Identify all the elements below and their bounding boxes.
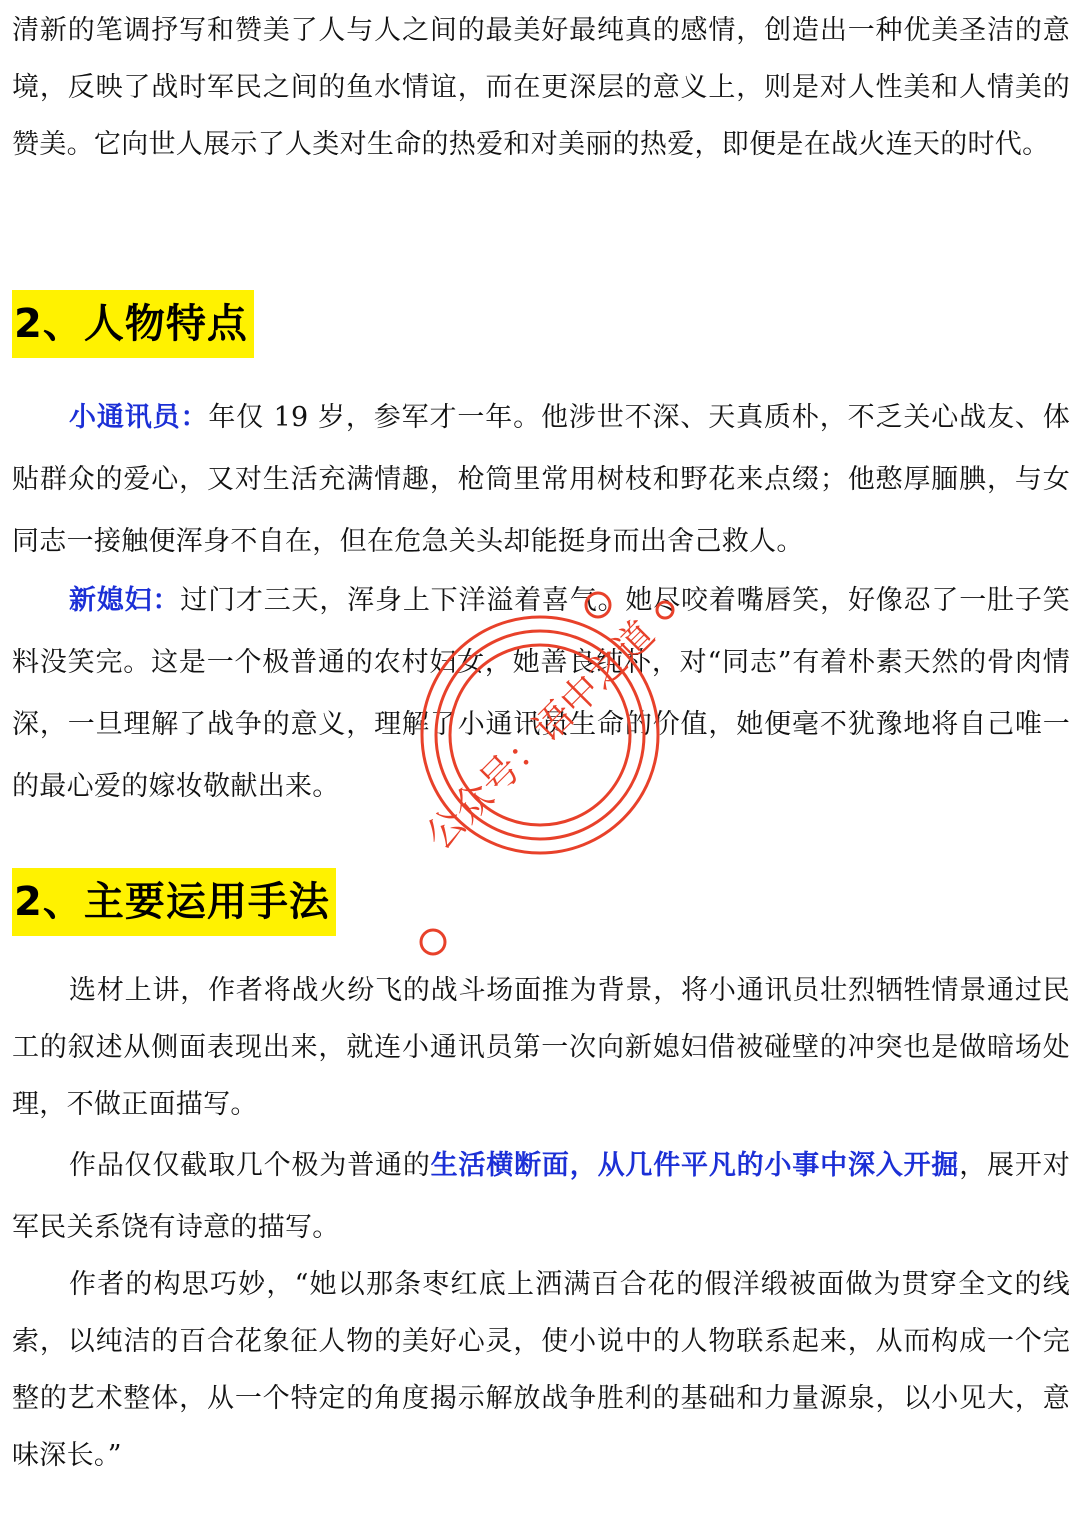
stamp-dot-right: [657, 602, 673, 618]
stamp-dot-top-right: [586, 593, 610, 617]
watermark-text: 公众号：语中之道: [416, 611, 664, 859]
character-label-xiaotongxunyuan: 小通讯员：: [69, 402, 209, 433]
character-label-xinxifu: 新媳妇：: [69, 585, 181, 616]
technique-paragraph-cross-section: [12, 1135, 1070, 1259]
technique-text-before: 作品仅仅截取几个极为普通的: [69, 1150, 431, 1181]
technique-text-after: ，展开对军民关系饶有诗意的描写。: [12, 1150, 1070, 1243]
section-heading-characters: 2、人物特点: [12, 290, 254, 358]
technique-highlight: 生活横断面，从几件平凡的小事中深入开掘: [430, 1150, 960, 1181]
stamp-dot-bottom: [421, 930, 445, 954]
section-heading-techniques: 2、主要运用手法: [12, 868, 336, 936]
technique-paragraph-structure: 作者的构思巧妙，“她以那条枣红底上洒满百合花的假洋缎被面做为贯穿全文的线索，以纯洁的百合花象征人物的美好心灵，使小说中的人物联系起来，从而构成一个完整的艺术整体，从一个特定的角度揭示解放战争胜利的基础和力量源泉，以小见大，意味深长。”: [12, 1269, 1070, 1471]
intro-paragraph: 清新的笔调抒写和赞美了人与人之间的最美好最纯真的感情，创造出一种优美圣洁的意境，反映了战时军民之间的鱼水情谊，而在更深层的意义上，则是对人性美和人情美的赞美。它向世人展示了人类对生命的热爱和对美丽的热爱，即便是在战火连天的时代。: [12, 15, 1070, 160]
character-text-xinxifu: 过门才三天，浑身上下洋溢着喜气。她尽咬着嘴唇笑，好像忍了一肚子笑料没笑完。这是一个极普通的农村妇女，她善良纯朴，对“同志”有着朴素天然的骨肉情深，一旦理解了战争的意义，理解了小通讯员生命的价值，她便毫不犹豫地将自己唯一的最心爱的嫁妆敬献出来。: [12, 585, 1070, 802]
character-text-xiaotongxunyuan: 年仅 19 岁，参军才一年。他涉世不深、天真质朴，不乏关心战友、体贴群众的爱心，又对生活充满情趣，枪筒里常用树枝和野花来点缀；他憨厚腼腆，与女同志一接触便浑身不自在，但在危急关头却能挺身而出舍己救人。: [12, 402, 1071, 557]
character-paragraph-xiaotongxunyuan: [12, 387, 1070, 573]
watermark-stamp: [395, 590, 685, 960]
technique-paragraph-material: 选材上讲，作者将战火纷飞的战斗场面推为背景，将小通讯员壮烈牺牲情景通过民工的叙述从侧面表现出来，就连小通讯员第一次向新媳妇借被碰壁的冲突也是做暗场处理，不做正面描写。: [12, 975, 1070, 1120]
